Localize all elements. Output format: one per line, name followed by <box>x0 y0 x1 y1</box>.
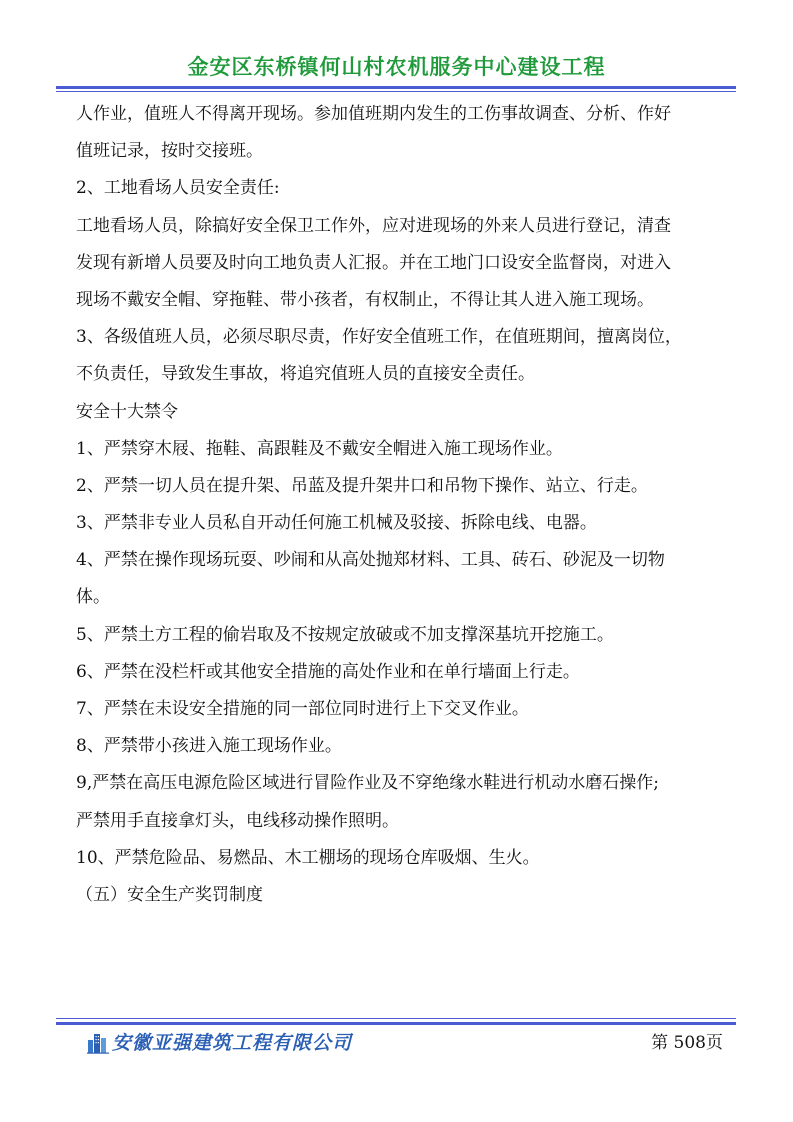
body-line: 3、各级值班人员，必须尽职尽责，作好安全值班工作，在值班期间，擅离岗位， <box>76 327 682 348</box>
body-line: 严禁用手直接拿灯头，电线移动操作照明。 <box>76 810 399 831</box>
header-rule-thin <box>56 91 736 92</box>
header-rule-thick <box>56 86 736 89</box>
footer-company-name: 安徽亚强建筑工程有限公司 <box>112 1032 353 1054</box>
body-line: 10、严禁危险品、易燃品、木工棚场的现场仓库吸烟、生火。 <box>76 847 540 868</box>
body-line: 发现有新增人员要及时向工地负责人汇报。并在工地门口设安全监督岗，对进入 <box>76 252 671 273</box>
building-logo-icon <box>86 1030 110 1054</box>
body-line: 8、严禁带小孩进入施工现场作业。 <box>76 736 342 757</box>
body-line: 3、严禁非专业人员私自开动任何施工机械及驳接、拆除电线、电器。 <box>76 513 597 534</box>
body-line: 体。 <box>76 587 110 608</box>
body-line: 值班记录，按时交接班。 <box>76 141 263 162</box>
section-heading: （五）安全生产奖罚制度 <box>76 884 263 905</box>
body-line: 7、严禁在未设安全措施的同一部位同时进行上下交叉作业。 <box>76 699 529 719</box>
body-line: 不负责任，导致发生事故，将追究值班人员的直接安全责任。 <box>76 364 535 385</box>
section-heading: 安全十大禁令 <box>76 401 178 422</box>
footer-rule-thick <box>56 1022 736 1025</box>
body-line: 工地看场人员，除搞好安全保卫工作外，应对进现场的外来人员进行登记，清查 <box>76 215 671 236</box>
body-line: 5、严禁土方工程的偷岩取及不按规定放破或不加支撑深基坑开挖施工。 <box>76 624 614 645</box>
body-line: 2、严禁一切人员在提升架、吊蓝及提升架井口和吊物下操作、站立、行走。 <box>76 475 648 496</box>
document-body <box>76 96 726 914</box>
body-line: 人作业，值班人不得离开现场。参加值班期内发生的工伤事故调查、分析、作好 <box>76 104 671 124</box>
body-line: 9,严禁在高压电源危险区域进行冒险作业及不穿绝缘水鞋进行机动水磨石操作; <box>76 773 659 794</box>
footer-rule-thin <box>56 1018 736 1019</box>
header-title: 金安区东桥镇何山村农机服务中心建设工程 <box>187 55 606 79</box>
body-line: 现场不戴安全帽、穿拖鞋、带小孩者，有权制止，不得让其人进入施工现场。 <box>76 289 654 310</box>
body-line: 6、严禁在没栏杆或其他安全措施的高处作业和在单行墙面上行走。 <box>76 661 580 682</box>
body-line: 4、严禁在操作现场玩耍、吵闹和从高处抛郑材料、工具、砖石、砂泥及一切物 <box>76 550 665 571</box>
body-line: 2、工地看场人员安全责任: <box>76 178 280 199</box>
page-number: 第 508页 <box>651 1033 723 1053</box>
body-line: 1、严禁穿木屐、拖鞋、高跟鞋及不戴安全帽进入施工现场作业。 <box>76 438 563 459</box>
